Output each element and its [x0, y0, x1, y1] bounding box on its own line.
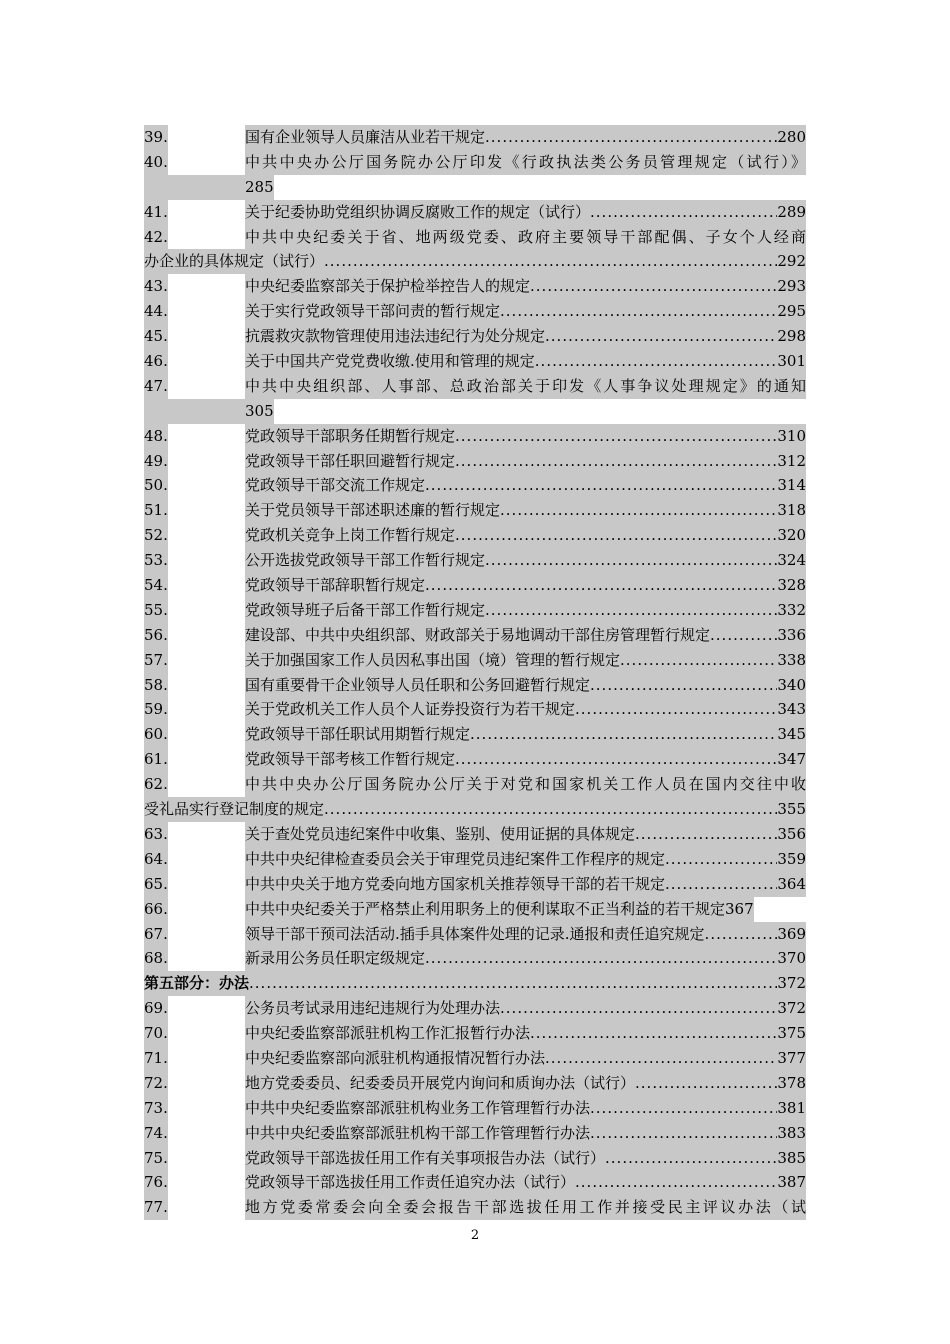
- toc-entry[interactable]: [144, 897, 806, 922]
- toc-entry-title: 建设部、中共中央组织部、财政部关于易地调动干部住房管理暂行规定: [245, 623, 710, 648]
- toc-entry-body: [245, 523, 806, 548]
- toc-entry-body: [144, 971, 806, 996]
- toc-entry-title: 党政领导干部选拔任用工作有关事项报告办法（试行）: [245, 1146, 605, 1171]
- toc-entry[interactable]: [144, 822, 806, 847]
- toc-leader-dots: [324, 249, 777, 274]
- toc-entry-title: 中共中央纪律检查委员会关于审理党员违纪案件工作程序的规定: [245, 847, 665, 872]
- toc-entry-page: 336: [777, 623, 806, 648]
- toc-entry[interactable]: [144, 473, 806, 498]
- toc-entry-title: 关于中国共产党党费收缴.使用和管理的规定: [245, 349, 535, 374]
- toc-entry[interactable]: [144, 1071, 806, 1096]
- toc-entry-number: 53.: [144, 548, 168, 573]
- toc-entry-number: 60.: [144, 722, 168, 747]
- toc-entry-number: 44.: [144, 299, 168, 324]
- toc-entry[interactable]: [144, 374, 806, 399]
- toc-entry-body: [245, 573, 806, 598]
- toc-entry-number: 77.: [144, 1195, 168, 1220]
- toc-entry[interactable]: [144, 424, 806, 449]
- toc-entry-body: [245, 1071, 806, 1096]
- toc-entry-page: 385: [777, 1146, 806, 1171]
- toc-entry[interactable]: [144, 847, 806, 872]
- toc-entry-title: 党政领导干部选拔任用工作责任追究办法（试行）: [245, 1170, 575, 1195]
- toc-entry-number: 51.: [144, 498, 168, 523]
- toc-entry-body: [245, 648, 806, 673]
- toc-entry-body: [245, 200, 806, 225]
- toc-entry-body: [245, 473, 806, 498]
- toc-entry-page: 356: [777, 822, 806, 847]
- toc-entry[interactable]: [144, 797, 806, 822]
- toc-entry[interactable]: [144, 125, 806, 150]
- toc-entry-body: [245, 822, 806, 847]
- toc-entry-body: [245, 1046, 806, 1071]
- toc-entry-number: 75.: [144, 1146, 168, 1171]
- toc-entry-page: 375: [777, 1021, 806, 1046]
- toc-entry[interactable]: [144, 1121, 806, 1146]
- toc-entry-number: 58.: [144, 673, 168, 698]
- toc-entry-body: [245, 847, 806, 872]
- toc-entry-body: [245, 1121, 806, 1146]
- toc-entry-title: 中共中央纪委监察部派驻机构干部工作管理暂行办法: [245, 1121, 590, 1146]
- toc-entry-body: [245, 1021, 806, 1046]
- toc-entry-body: [245, 349, 806, 374]
- toc-entry-body: [144, 797, 806, 822]
- toc-entry-body: [245, 1195, 806, 1220]
- toc-entry-page: 369: [777, 922, 806, 947]
- toc-entry-body: [245, 747, 806, 772]
- toc-entry-page: 355: [777, 797, 806, 822]
- toc-leader-dots: [575, 697, 777, 722]
- toc-entry-body: [245, 225, 806, 250]
- toc-entry-title: 办企业的具体规定（试行）: [144, 249, 324, 274]
- toc-entry[interactable]: [144, 249, 806, 274]
- toc-entry[interactable]: [144, 722, 806, 747]
- toc-entry-number: 61.: [144, 747, 168, 772]
- toc-entry-title: 新录用公务员任职定级规定: [245, 946, 425, 971]
- toc-entry-number: 69.: [144, 996, 168, 1021]
- toc-entry-title: 党政领导干部考核工作暂行规定: [245, 747, 455, 772]
- toc-entry-body: [245, 399, 806, 424]
- toc-leader-dots: [455, 449, 777, 474]
- toc-entry[interactable]: [144, 449, 806, 474]
- toc-entry-number: 74.: [144, 1121, 168, 1146]
- toc-entry-body: [245, 424, 806, 449]
- toc-entry-number: 47.: [144, 374, 168, 399]
- toc-leader-dots: [485, 125, 777, 150]
- toc-entry[interactable]: [144, 225, 806, 250]
- toc-entry-number: 52.: [144, 523, 168, 548]
- toc-entry-number: 55.: [144, 598, 168, 623]
- toc-entry-page: 338: [777, 648, 806, 673]
- toc-leader-dots: [575, 1170, 777, 1195]
- toc-entry-page: 318: [777, 498, 806, 523]
- toc-entry-title: 党政机关竞争上岗工作暂行规定: [245, 523, 455, 548]
- toc-leader-dots: [590, 200, 777, 225]
- toc-entry-title: 中共中央办公厅国务院办公厅关于对党和国家机关工作人员在国内交往中收: [245, 772, 806, 797]
- toc-leader-dots: [590, 1121, 777, 1146]
- toc-entry-title: 国有企业领导人员廉洁从业若干规定: [245, 125, 485, 150]
- toc-entry-body: [245, 623, 806, 648]
- toc-entry-title: 中共中央纪委监察部派驻机构业务工作管理暂行办法: [245, 1096, 590, 1121]
- toc-entry-title: 公务员考试录用违纪违规行为处理办法: [245, 996, 500, 1021]
- toc-entry-title: 中央纪委监察部关于保护检举控告人的规定: [245, 274, 530, 299]
- toc-entry-number: [144, 399, 245, 424]
- toc-entry-title: 地方党委委员、纪委委员开展党内询问和质询办法（试行）: [245, 1071, 635, 1096]
- toc-entry[interactable]: [144, 150, 806, 175]
- toc-entry-title: 领导干部干预司法活动.插手具体案件处理的记录.通报和责任追究规定: [245, 922, 705, 947]
- toc-entry-number: 41.: [144, 200, 168, 225]
- toc-entry-title: 中共中央关于地方党委向地方国家机关推荐领导干部的若干规定: [245, 872, 665, 897]
- toc-entry-body: [245, 548, 806, 573]
- toc-entry-number: 65.: [144, 872, 168, 897]
- toc-entry-body: [245, 697, 806, 722]
- toc-leader-dots: [470, 722, 777, 747]
- toc-entry-title: 抗震救灾款物管理使用违法违纪行为处分规定: [245, 324, 545, 349]
- toc-entry-page: 367: [725, 897, 754, 922]
- toc-entry-body: [245, 922, 806, 947]
- toc-entry-body: [245, 1146, 806, 1171]
- toc-entry-number: 73.: [144, 1096, 168, 1121]
- toc-entry-number: 63.: [144, 822, 168, 847]
- toc-leader-dots: [530, 1021, 777, 1046]
- toc-entry-page: 372: [777, 971, 806, 996]
- toc-entry[interactable]: [144, 324, 806, 349]
- toc-entry-page: 328: [777, 573, 806, 598]
- toc-entry[interactable]: [144, 996, 806, 1021]
- toc-entry-title: 第五部分：办法: [144, 971, 249, 996]
- toc-entry-page: 285: [245, 175, 274, 200]
- toc-leader-dots: [425, 473, 777, 498]
- toc-leader-dots: [665, 872, 777, 897]
- toc-entry-page: 381: [777, 1096, 806, 1121]
- toc-entry-body: [245, 673, 806, 698]
- toc-entry-title: 中央纪委监察部派驻机构工作汇报暂行办法: [245, 1021, 530, 1046]
- toc-entry[interactable]: [144, 1096, 806, 1121]
- toc-leader-dots: [590, 1096, 777, 1121]
- toc-entry-page: 345: [777, 722, 806, 747]
- toc-entry-title: 党政领导干部辞职暂行规定: [245, 573, 425, 598]
- toc-entry[interactable]: [144, 1046, 806, 1071]
- toc-entry[interactable]: [144, 399, 806, 424]
- toc-entry-title: 关于查处党员违纪案件中收集、鉴别、使用证据的具体规定: [245, 822, 635, 847]
- toc-entry-title: 关于实行党政领导干部问责的暂行规定: [245, 299, 500, 324]
- toc-entry-number: 76.: [144, 1170, 168, 1195]
- toc-entry-title: 公开选拔党政领导干部工作暂行规定: [245, 548, 485, 573]
- toc-entry-number: 48.: [144, 424, 168, 449]
- toc-entry-title: 党政领导班子后备干部工作暂行规定: [245, 598, 485, 623]
- toc-entry-title: 地方党委常委会向全委会报告干部选拔任用工作并接受民主评议办法（试: [245, 1195, 806, 1220]
- toc-entry-title: 国有重要骨干企业领导人员任职和公务回避暂行规定: [245, 673, 590, 698]
- toc-entry-body: [245, 299, 806, 324]
- toc-entry-number: 67.: [144, 922, 168, 947]
- toc-entry-body: [245, 498, 806, 523]
- toc-entry-title: 关于加强国家工作人员因私事出国（境）管理的暂行规定: [245, 648, 620, 673]
- toc-entry-body: [245, 872, 806, 897]
- toc-entry-number: 39.: [144, 125, 168, 150]
- toc-entry[interactable]: [144, 175, 806, 200]
- toc-entry-body: [245, 946, 806, 971]
- toc-entry-number: 56.: [144, 623, 168, 648]
- toc-entry[interactable]: [144, 299, 806, 324]
- toc-entry-page: 359: [777, 847, 806, 872]
- toc-entry-page: 370: [777, 946, 806, 971]
- toc-entry-page: 340: [777, 673, 806, 698]
- toc-entry-page: 377: [777, 1046, 806, 1071]
- toc-leader-dots: [545, 324, 777, 349]
- toc-entry-number: 50.: [144, 473, 168, 498]
- toc-entry-number: 42.: [144, 225, 168, 250]
- toc-entry[interactable]: [144, 872, 806, 897]
- toc-entry-page: 295: [777, 299, 806, 324]
- toc-entry[interactable]: [144, 573, 806, 598]
- toc-leader-dots: [455, 747, 777, 772]
- toc-entry-page: 347: [777, 747, 806, 772]
- toc-entry-title: 关于党政机关工作人员个人证券投资行为若干规定: [245, 697, 575, 722]
- toc-entry-page: 289: [777, 200, 806, 225]
- toc-entry-title: 党政领导干部职务任期暂行规定: [245, 424, 455, 449]
- toc-entry-title: 党政领导干部任职试用期暂行规定: [245, 722, 470, 747]
- toc-entry-number: 72.: [144, 1071, 168, 1096]
- toc-entry-page: 383: [777, 1121, 806, 1146]
- toc-leader-dots: [485, 598, 777, 623]
- toc-leader-dots: [455, 523, 777, 548]
- toc-entry-number: 64.: [144, 847, 168, 872]
- toc-entry-body: [245, 598, 806, 623]
- toc-entry-page: 301: [777, 349, 806, 374]
- toc-entry-title: 关于纪委协助党组织协调反腐败工作的规定（试行）: [245, 200, 590, 225]
- toc-entry-page: 298: [777, 324, 806, 349]
- toc-entry[interactable]: [144, 548, 806, 573]
- toc-entry-number: 46.: [144, 349, 168, 374]
- toc-leader-dots: [530, 274, 777, 299]
- toc-entry-body: [245, 1096, 806, 1121]
- toc-entry-title: 中央纪委监察部向派驻机构通报情况暂行办法: [245, 1046, 545, 1071]
- toc-leader-dots: [425, 946, 777, 971]
- toc-entry-page: 332: [777, 598, 806, 623]
- toc-entry[interactable]: [144, 922, 806, 947]
- toc-leader-dots: [455, 424, 777, 449]
- toc-entry-page: 387: [777, 1170, 806, 1195]
- toc-leader-dots: [500, 299, 777, 324]
- toc-entry-number: 54.: [144, 573, 168, 598]
- table-of-contents: [144, 125, 806, 1220]
- toc-entry-number: [144, 175, 245, 200]
- toc-entry-body: [245, 1170, 806, 1195]
- toc-entry-number: 66.: [144, 897, 168, 922]
- toc-entry-page: 320: [777, 523, 806, 548]
- toc-entry-body: [245, 150, 806, 175]
- toc-leader-dots: [635, 1071, 777, 1096]
- toc-entry[interactable]: [144, 349, 806, 374]
- toc-entry[interactable]: [144, 697, 806, 722]
- toc-entry-number: 40.: [144, 150, 168, 175]
- toc-entry-title: 党政领导干部任职回避暂行规定: [245, 449, 455, 474]
- toc-entry[interactable]: [144, 523, 806, 548]
- toc-entry-title: 中共中央组织部、人事部、总政治部关于印发《人事争议处理规定》的通知: [245, 374, 806, 399]
- toc-entry-title: 中共中央纪委关于省、地两级党委、政府主要领导干部配偶、子女个人经商: [245, 225, 806, 250]
- toc-entry-page: 343: [777, 697, 806, 722]
- toc-entry-number: 70.: [144, 1021, 168, 1046]
- toc-entry[interactable]: [144, 772, 806, 797]
- toc-entry-page: 305: [245, 399, 274, 424]
- toc-leader-dots: [249, 971, 777, 996]
- toc-leader-dots: [425, 573, 777, 598]
- toc-entry-page: 312: [777, 449, 806, 474]
- toc-leader-dots: [620, 648, 777, 673]
- toc-entry[interactable]: [144, 1195, 806, 1220]
- toc-entry-body: [245, 996, 806, 1021]
- toc-entry-body: [245, 449, 806, 474]
- toc-entry-page: 310: [777, 424, 806, 449]
- toc-entry[interactable]: [144, 648, 806, 673]
- toc-entry-number: 45.: [144, 324, 168, 349]
- toc-entry-body: [245, 374, 806, 399]
- toc-entry-title: 党政领导干部交流工作规定: [245, 473, 425, 498]
- toc-entry-body: [144, 249, 806, 274]
- toc-leader-dots: [635, 822, 777, 847]
- toc-entry[interactable]: [144, 623, 806, 648]
- toc-entry[interactable]: [144, 1170, 806, 1195]
- toc-entry-page: 364: [777, 872, 806, 897]
- toc-entry[interactable]: [144, 946, 806, 971]
- toc-entry[interactable]: [144, 274, 806, 299]
- toc-entry-body: [245, 324, 806, 349]
- toc-entry-page: 378: [777, 1071, 806, 1096]
- toc-entry-number: 43.: [144, 274, 168, 299]
- toc-entry-page: 314: [777, 473, 806, 498]
- toc-leader-dots: [500, 498, 777, 523]
- toc-entry-body: [245, 125, 806, 150]
- toc-entry-title: 关于党员领导干部述职述廉的暂行规定: [245, 498, 500, 523]
- toc-entry-body: [245, 175, 806, 200]
- toc-entry-title: 中共中央办公厅国务院办公厅印发《行政执法类公务员管理规定（试行）》: [245, 150, 806, 175]
- toc-entry-number: 68.: [144, 946, 168, 971]
- toc-entry-number: 62.: [144, 772, 168, 797]
- toc-entry-number: 57.: [144, 648, 168, 673]
- toc-entry-page: 292: [777, 249, 806, 274]
- toc-leader-dots: [605, 1146, 777, 1171]
- toc-entry-page: 293: [777, 274, 806, 299]
- toc-entry[interactable]: [144, 673, 806, 698]
- toc-entry-body: [245, 274, 806, 299]
- toc-entry[interactable]: [144, 1146, 806, 1171]
- toc-leader-dots: [545, 1046, 777, 1071]
- toc-entry-title: 中共中央纪委关于严格禁止利用职务上的便利谋取不正当利益的若干规定: [245, 897, 725, 922]
- toc-leader-dots: [324, 797, 777, 822]
- toc-leader-dots: [590, 673, 777, 698]
- toc-leader-dots: [500, 996, 777, 1021]
- toc-leader-dots: [485, 548, 777, 573]
- toc-entry-number: 49.: [144, 449, 168, 474]
- toc-entry[interactable]: [144, 498, 806, 523]
- toc-entry-page: 324: [777, 548, 806, 573]
- page-number: 2: [470, 1228, 480, 1243]
- toc-entry-page: 280: [777, 125, 806, 150]
- toc-entry[interactable]: [144, 598, 806, 623]
- toc-leader-dots: [535, 349, 778, 374]
- toc-entry-body: [245, 897, 806, 922]
- toc-leader-dots: [705, 922, 778, 947]
- toc-entry[interactable]: [144, 747, 806, 772]
- toc-entry-number: 59.: [144, 697, 168, 722]
- toc-entry[interactable]: [144, 200, 806, 225]
- toc-entry-page: 372: [777, 996, 806, 1021]
- toc-leader-dots: [665, 847, 777, 872]
- toc-entry-body: [245, 722, 806, 747]
- toc-leader-dots: [710, 623, 777, 648]
- toc-entry-title: 受礼品实行登记制度的规定: [144, 797, 324, 822]
- toc-entry-body: [245, 772, 806, 797]
- toc-section-heading[interactable]: [144, 971, 806, 996]
- toc-entry[interactable]: [144, 1021, 806, 1046]
- toc-entry-number: 71.: [144, 1046, 168, 1071]
